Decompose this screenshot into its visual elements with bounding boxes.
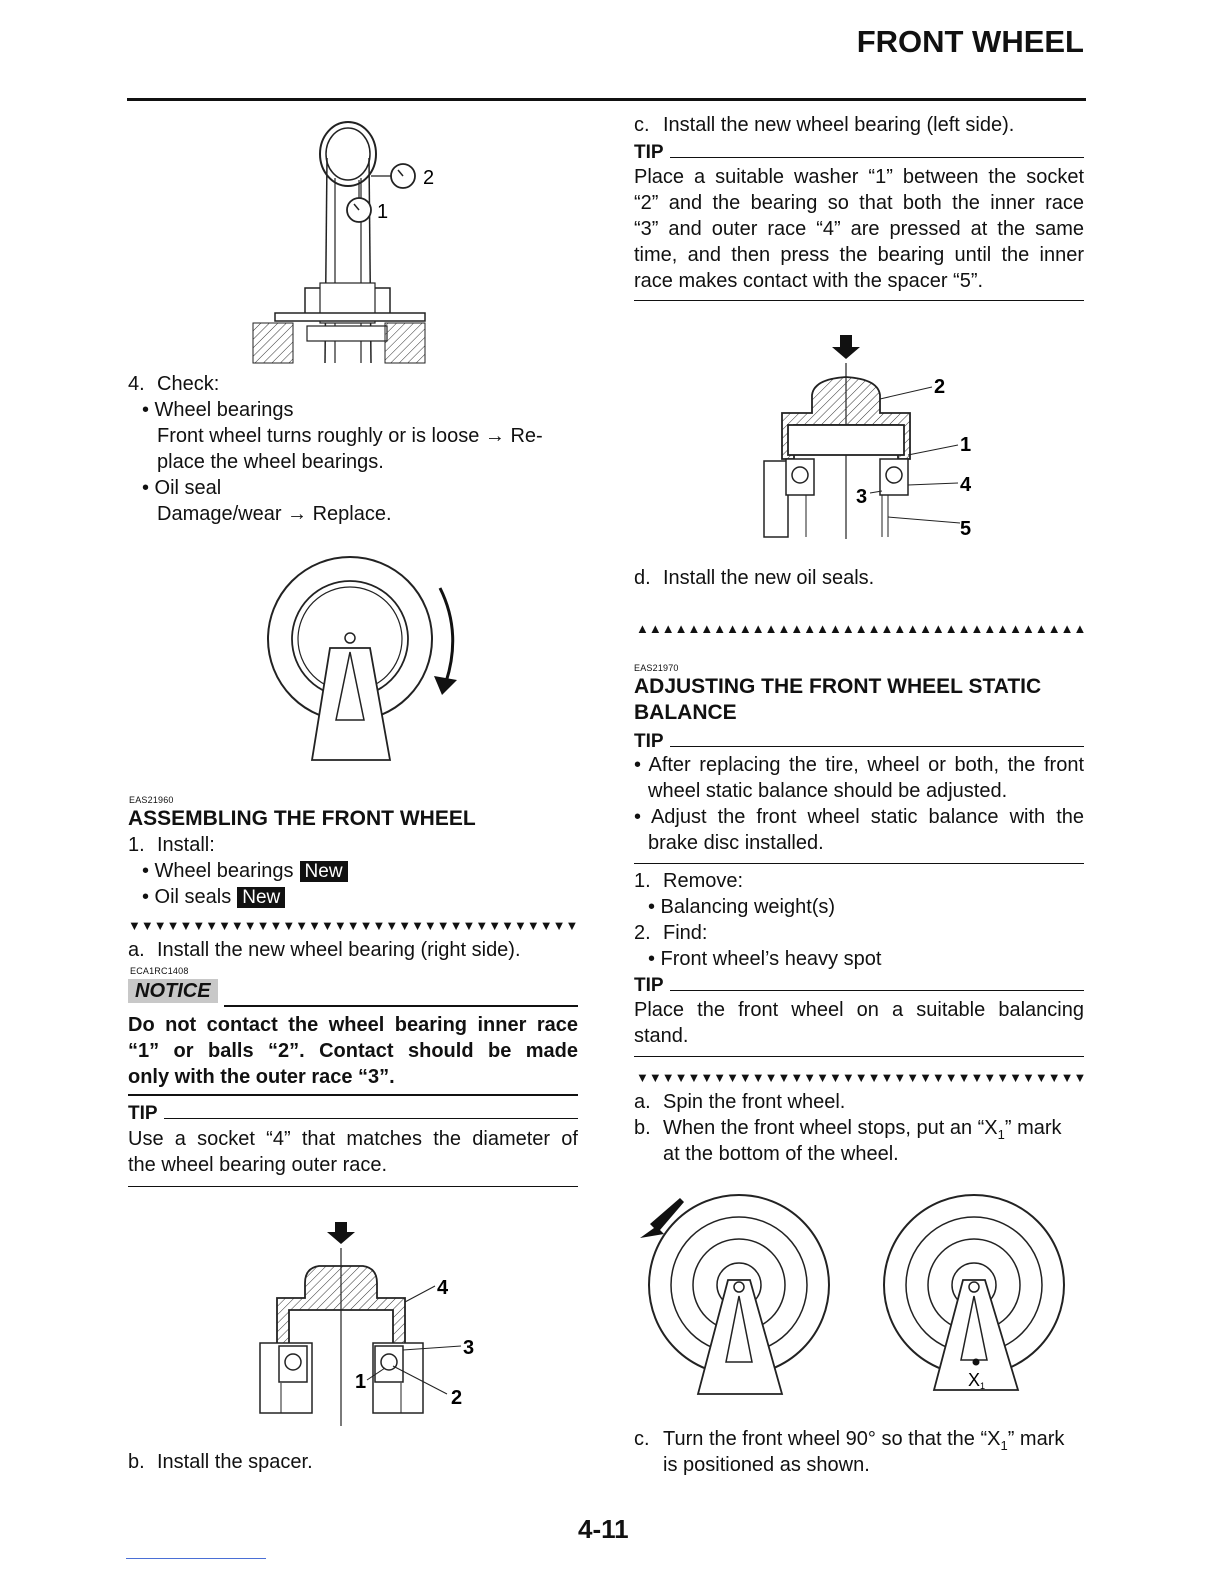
header-rule — [127, 98, 1086, 101]
notice-text: Do not contact the wheel bearing inner race — [128, 1014, 578, 1036]
install-item-oil-seals — [142, 884, 285, 911]
step-d-letter: d. — [634, 567, 651, 589]
step-a-text: Install the new wheel bearing (right side). — [157, 939, 521, 961]
turn-step-c-text: is positioned as shown. — [663, 1454, 870, 1476]
rotation-arrow-icon — [434, 676, 457, 695]
step-b-text: Install the spacer. — [157, 1451, 313, 1473]
notice-code: ECA1RC1408 — [130, 966, 189, 976]
step-d-text: Install the new oil seals. — [663, 567, 875, 589]
figure-label: 4 — [960, 474, 972, 496]
notice-text: “1” or balls “2”. Contact should be made — [128, 1040, 578, 1062]
tip-rule — [670, 746, 1084, 747]
tip-text: wheel static balance should be adjusted. — [648, 780, 1008, 802]
procedure-start-markers: ▼▼▼▼▼▼▼▼▼▼▼▼▼▼▼▼▼▼▼▼▼▼▼▼▼▼▼▼▼▼▼▼▼▼▼ — [636, 1071, 1086, 1085]
tip-rule — [164, 1118, 578, 1119]
find-step-number: 2. — [634, 922, 651, 944]
check-step-title: Check: — [157, 373, 220, 395]
notice-rule — [224, 1005, 578, 1007]
check-item-text: place the wheel bearings. — [157, 451, 384, 473]
tip-end-rule — [634, 863, 1084, 864]
press-arrow-icon — [832, 335, 860, 359]
figure-label: 2 — [934, 376, 946, 398]
step-b-letter: b. — [128, 1451, 145, 1473]
heavy-spot-mark — [973, 1359, 980, 1366]
wheel-runout-figure — [245, 118, 435, 368]
figure-label: 1 — [960, 434, 972, 456]
figure-label: 3 — [463, 1337, 475, 1359]
install-step-title: Install: — [157, 834, 215, 856]
remove-step-title: Remove: — [663, 870, 744, 892]
x1-mark-label: X1 — [968, 1370, 986, 1391]
spin-step-a-text: Spin the front wheel. — [663, 1091, 846, 1113]
tip-text: race makes contact with the spacer “5”. — [634, 270, 984, 292]
tip-text: the wheel bearing outer race. — [128, 1154, 388, 1176]
check-item-oil-seal: • Oil seal — [142, 477, 222, 499]
tip-end-rule — [634, 300, 1084, 301]
bearing-install-right-figure — [255, 1218, 485, 1428]
tip-text: Use a socket “4” that matches the diameter of — [128, 1128, 578, 1150]
figure-label: 5 — [960, 518, 972, 540]
spin-step-b-letter: b. — [634, 1117, 651, 1139]
section-code: EAS21970 — [634, 663, 679, 673]
procedure-end-markers: ▲▲▲▲▲▲▲▲▲▲▲▲▲▲▲▲▲▲▲▲▲▲▲▲▲▲▲▲▲▲▲▲▲▲▲ — [636, 622, 1086, 636]
bearing-install-left-figure — [760, 333, 990, 543]
figure-label: 2 — [423, 167, 435, 189]
remove-step-number: 1. — [634, 870, 651, 892]
check-item-wheel-bearings: • Wheel bearings — [142, 399, 294, 421]
install-item-wheel-bearings — [142, 858, 348, 885]
static-balance-figure — [636, 1190, 1076, 1405]
tip-text: “2” and the bearing so that both the inner race — [634, 192, 1084, 214]
spin-step-b-text: at the bottom of the wheel. — [663, 1143, 899, 1165]
turn-step-c-letter: c. — [634, 1428, 650, 1450]
figure-label: 1 — [377, 201, 389, 223]
tip-text: stand. — [634, 1025, 689, 1047]
new-badge: New — [237, 887, 285, 908]
figure-label: 1 — [355, 1371, 367, 1393]
check-item-text: Damage/wear → Replace. — [157, 503, 392, 525]
wheel-spin-figure — [262, 552, 472, 767]
tip-text: Place a suitable washer “1” between the socket — [634, 166, 1084, 188]
section-code: EAS21960 — [129, 795, 174, 805]
tip-text: “3” and outer race “4” are pressed at the same — [634, 218, 1084, 240]
notice-badge — [128, 980, 218, 1003]
tip-text: brake disc installed. — [648, 832, 824, 854]
find-step-title: Find: — [663, 922, 708, 944]
check-step-number: 4. — [128, 373, 145, 395]
find-item: • Front wheel’s heavy spot — [648, 948, 882, 970]
section-heading-balance: BALANCE — [634, 701, 737, 724]
notice-end-rule — [128, 1094, 578, 1096]
tip-label: TIP — [634, 975, 664, 996]
install-item-label: • Wheel bearings — [142, 860, 294, 882]
spin-step-b-text-part: ” mark — [1004, 1117, 1062, 1139]
tip-text: time, and then press the bearing until the inner — [634, 244, 1084, 266]
wheel-left — [649, 1195, 829, 1394]
tip-text: Place the front wheel on a suitable balancing — [634, 999, 1084, 1021]
notice-label: NOTICE — [128, 979, 218, 1003]
tip-rule — [670, 157, 1084, 158]
wheel-right — [884, 1195, 1064, 1391]
step-c-letter: c. — [634, 114, 650, 136]
install-item-label: • Oil seals — [142, 886, 232, 908]
tip-rule — [670, 990, 1084, 991]
tip-end-rule — [634, 1056, 1084, 1057]
new-badge: New — [300, 861, 348, 882]
page-number: 4-11 — [578, 1514, 629, 1544]
footer-link-rule — [126, 1558, 266, 1559]
tip-label: TIP — [128, 1103, 158, 1124]
section-heading-balance: ADJUSTING THE FRONT WHEEL STATIC — [634, 675, 1042, 698]
step-a-letter: a. — [128, 939, 145, 961]
section-heading-assembling: ASSEMBLING THE FRONT WHEEL — [128, 807, 476, 830]
spin-step-a-letter: a. — [634, 1091, 651, 1113]
tip-text: • Adjust the front wheel static balance with the — [634, 806, 1084, 828]
spin-step-b-text-part: When the front wheel stops, put an “X — [663, 1117, 998, 1139]
tip-label: TIP — [634, 731, 664, 752]
figure-label: 4 — [437, 1277, 449, 1299]
notice-text: only with the outer race “3”. — [128, 1066, 395, 1088]
remove-item: • Balancing weight(s) — [648, 896, 836, 918]
step-c-text: Install the new wheel bearing (left side). — [663, 114, 1015, 136]
check-item-text: Front wheel turns roughly or is loose → Re- — [157, 425, 543, 447]
subscript: 1 — [997, 1127, 1005, 1142]
figure-label: 2 — [451, 1387, 463, 1409]
tip-end-rule — [128, 1186, 578, 1187]
tip-text: • After replacing the tire, wheel or both, the front — [634, 754, 1084, 776]
figure-label: 3 — [856, 486, 868, 508]
subscript: 1 — [1000, 1438, 1008, 1453]
install-step-number: 1. — [128, 834, 145, 856]
press-arrow-icon — [327, 1222, 355, 1244]
turn-step-c-text-part: Turn the front wheel 90° so that the “X — [663, 1428, 1001, 1450]
page-title: FRONT WHEEL — [856, 24, 1084, 59]
tip-label: TIP — [634, 142, 664, 163]
procedure-start-markers: ▼▼▼▼▼▼▼▼▼▼▼▼▼▼▼▼▼▼▼▼▼▼▼▼▼▼▼▼▼▼▼▼▼▼▼ — [128, 919, 579, 933]
turn-step-c-text-part: ” mark — [1007, 1428, 1065, 1450]
